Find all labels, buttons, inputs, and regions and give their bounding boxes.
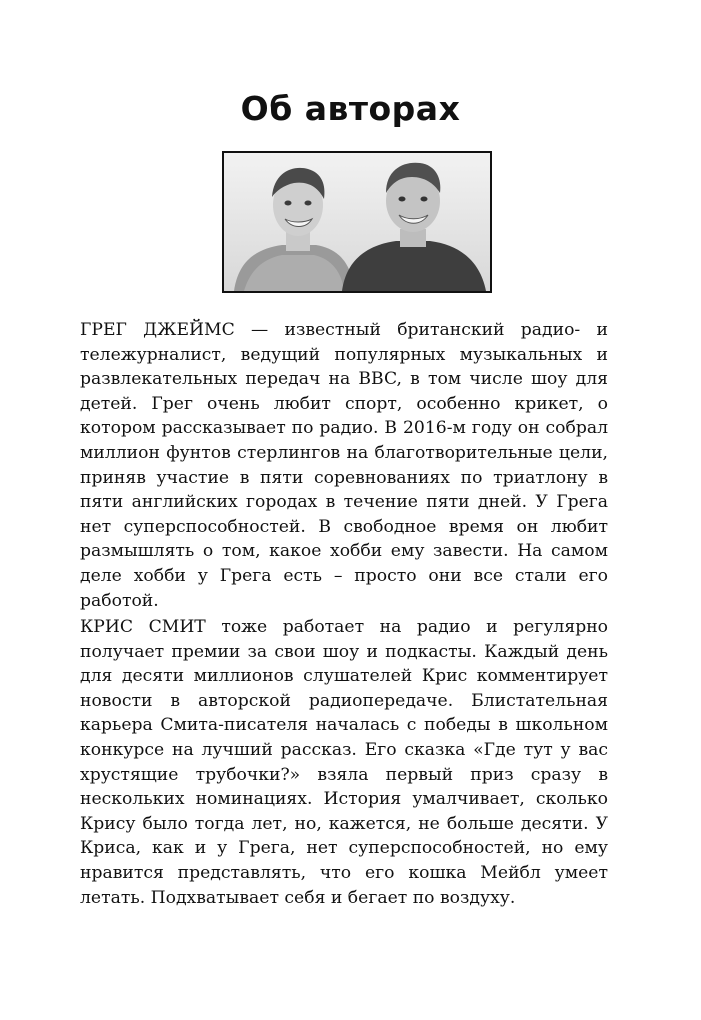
authors-photo-illustration [224, 153, 490, 291]
page-title: Об авторах [240, 89, 461, 128]
authors-photo [222, 151, 492, 293]
author-bio-chris-smith: КРИС СМИТ тоже работает на радио и регулярно получает премии за свои шоу и подкасты. Каждый день для десяти миллионов слушателей Крис комментирует новости в авторской радиопередаче. Блистательная карьера Смита-писателя началась с победы в школьном конкурсе на лучший рассказ. Его сказка «Где тут у вас хрустящие трубочки?» взяла первый приз сразу в нескольких номинациях. История умалчивает, сколько Крису было тогда лет, но, кажется, не больше десяти. У Криса, как и у Грега, нет суперспособностей, но ему нравится представлять, что его кошка Мейбл умеет летать. Подхватывает себя и бегает по воздуху. [80, 617, 608, 908]
author-bio-greg-james: ГРЕГ ДЖЕЙМС — известный британский радио- и тележурналист, ведущий популярных музыкальных и развлекательных передач на BBC, в том числе шоу для детей. Грег очень любит спорт, особенно крикет, о котором рассказывает по радио. В 2016-м году он собрал миллион фунтов стерлингов на благотворительные цели, приняв участие в пяти соревнованиях по триатлону в пяти английских городах в течение пяти дней. У Грега нет суперспособностей. В свободное время он любит размышлять о том, какое хобби ему завести. На самом деле хобби у Грега есть – просто они все стали его работой. [80, 320, 608, 611]
